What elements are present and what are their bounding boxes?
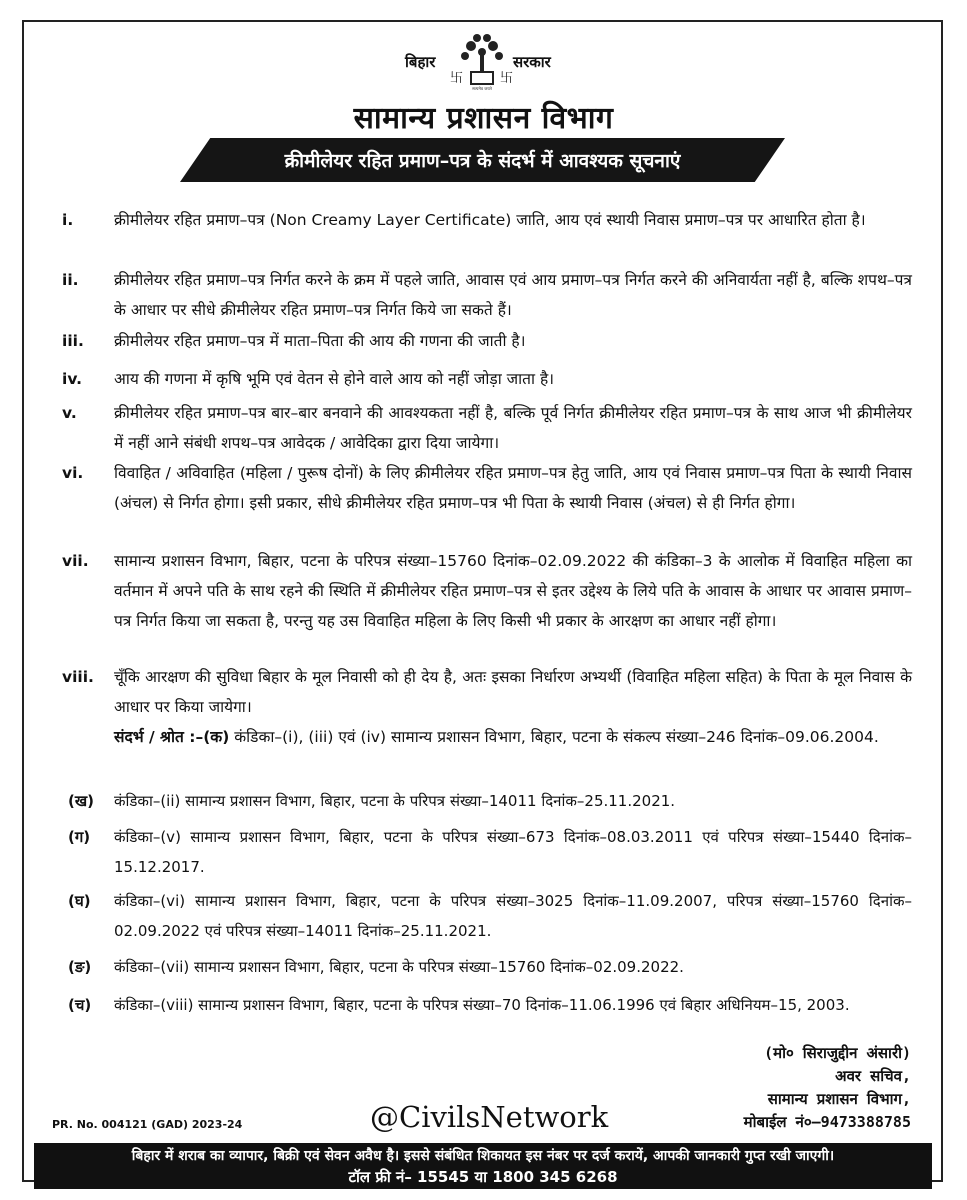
- banner-title: क्रीमीलेयर रहित प्रमाण–पत्र के संदर्भ में आवश्यक सूचनाएं: [284, 150, 681, 172]
- item-number: iv.: [62, 370, 83, 388]
- reference-source: [114, 722, 914, 752]
- reference-label: संदर्भ / श्रोत :–(क): [114, 728, 230, 746]
- item-number: i.: [62, 211, 74, 229]
- item-number: iii.: [62, 332, 84, 350]
- emblem-label-right: सरकार: [513, 53, 551, 71]
- list-item: [62, 398, 912, 458]
- item-text: विवाहित / अविवाहित (महिला / पुरूष दोनों) के लिए क्रीमीलेयर रहित प्रमाण–पत्र हेतु जाति, आय एवं निवास प्रमाण–पत्र पिता के स्थायी निवास (अंचल) से निर्गत होगा। इसी प्रकार, सीधे क्रीमीलेयर रहित प्रमाण–पत्र भी पिता के स्थायी निवास (अंचल) से ही निर्गत होगा।: [114, 464, 912, 512]
- footer-banner: [34, 1143, 932, 1189]
- reference-item: [62, 990, 912, 1020]
- item-number: viii.: [62, 668, 94, 686]
- reference-text: कंडिका–(viii) सामान्य प्रशासन विभाग, बिहार, पटना के परिपत्र संख्या–70 दिनांक–11.06.1996 एवं बिहार अधिनियम–15, 2003.: [114, 996, 850, 1014]
- item-number: vi.: [62, 464, 84, 482]
- item-number: v.: [62, 404, 77, 422]
- item-text: क्रीमीलेयर रहित प्रमाण–पत्र (Non Creamy Layer Certificate) जाति, आय एवं स्थायी निवास प्रमाण–पत्र पर आधारित होता है।: [114, 211, 866, 229]
- reference-text: कंडिका–(vii) सामान्य प्रशासन विभाग, बिहार, पटना के परिपत्र संख्या–15760 दिनांक–02.09.2022.: [114, 958, 684, 976]
- signatory-designation: अवर सचिव,: [835, 1067, 911, 1085]
- reference-item: [62, 886, 912, 946]
- watermark: @CivilsNetwork: [370, 1100, 609, 1134]
- reference-text: कंडिका–(vi) सामान्य प्रशासन विभाग, बिहार, पटना के परिपत्र संख्या–3025 दिनांक–11.09.2007, परिपत्र संख्या–15760 दिनांक–02.09.2022 एवं परिपत्र संख्या–14011 दिनांक–25.11.2021.: [114, 892, 912, 940]
- svg-text:卐: 卐: [500, 71, 514, 86]
- reference-number: (ख): [68, 792, 94, 810]
- list-item: [62, 326, 912, 356]
- svg-text:卐: 卐: [450, 71, 464, 86]
- item-text: आय की गणना में कृषि भूमि एवं वेतन से होने वाले आय को नहीं जोड़ा जाता है।: [114, 370, 555, 388]
- reference-number: (च): [68, 996, 92, 1014]
- reference-text: कंडिका–(i), (iii) एवं (iv) सामान्य प्रशासन विभाग, बिहार, पटना के संकल्प संख्या–246 दिनांक–09.06.2004.: [234, 728, 879, 746]
- reference-item: [62, 822, 912, 882]
- reference-number: (ग): [68, 828, 91, 846]
- item-text: सामान्य प्रशासन विभाग, बिहार, पटना के परिपत्र संख्या–15760 दिनांक–02.09.2022 की कंडिका–3 के आलोक में विवाहित महिला का वर्तमान में अपने पति के साथ रहने की स्थिति में क्रीमीलेयर रहित प्रमाण–पत्र से इतर उद्देश्य के लिये पति के आवास के आधार पर आवास प्रमाण–पत्र निर्गत किया जा सकता है, परन्तु यह उस विवाहित महिला के लिए किसी भी प्रकार के आरक्षण का आधार नहीं होगा।: [114, 552, 912, 630]
- reference-text: कंडिका–(v) सामान्य प्रशासन विभाग, बिहार, पटना के परिपत्र संख्या–673 दिनांक–08.03.2011 एवं परिपत्र संख्या–15440 दिनांक–15.12.2017.: [114, 828, 912, 876]
- item-number: ii.: [62, 271, 79, 289]
- reference-number: (ङ): [68, 958, 92, 976]
- footer-notice: बिहार में शराब का व्यापार, बिक्री एवं सेवन अवैध है। इससे संबंधित शिकायत इस नंबर पर दर्ज करायें, आपकी जानकारी गुप्त रखी जाएगी।: [131, 1148, 835, 1164]
- reference-text: कंडिका–(ii) सामान्य प्रशासन विभाग, बिहार, पटना के परिपत्र संख्या–14011 दिनांक–25.11.2021.: [114, 792, 676, 810]
- emblem-label-left: बिहार: [405, 53, 436, 71]
- list-item: [62, 546, 912, 636]
- item-text: चूँकि आरक्षण की सुविधा बिहार के मूल निवासी को ही देय है, अतः इसका निर्धारण अभ्यर्थी (विवाहित महिला सहित) के पिता के मूल निवास के आधार पर किया जायेगा।: [114, 668, 912, 716]
- svg-text:सत्यमेव जयते: सत्यमेव जयते: [472, 86, 492, 91]
- reference-item: [62, 952, 912, 982]
- bihar-emblem: [0, 30, 967, 92]
- item-text: क्रीमीलेयर रहित प्रमाण–पत्र निर्गत करने के क्रम में पहले जाति, आवास एवं आय प्रमाण–पत्र निर्गत करने की अनिवार्यता नहीं है, बल्कि शपथ–पत्र के आधार पर सीधे क्रीमीलेयर रहित प्रमाण–पत्र निर्गत किये जा सकते हैं।: [114, 271, 912, 319]
- bodhi-tree-emblem-icon: [447, 30, 517, 92]
- list-item: [62, 364, 912, 394]
- list-item: [62, 205, 912, 235]
- notice-banner: [180, 138, 785, 182]
- reference-item: [62, 786, 912, 816]
- list-item: [62, 458, 912, 518]
- list-item: [62, 662, 912, 722]
- signatory-mobile: मोबाईल नं०–9473388785: [743, 1113, 911, 1131]
- signature-block: [744, 1042, 911, 1134]
- toll-free-number: टॉल फ्री नं– 15545 या 1800 345 6268: [348, 1168, 618, 1186]
- department-title: सामान्य प्रशासन विभाग: [353, 101, 614, 136]
- item-text: क्रीमीलेयर रहित प्रमाण–पत्र में माता–पिता की आय की गणना की जाती है।: [114, 332, 526, 350]
- list-item: [62, 265, 912, 325]
- item-number: vii.: [62, 552, 89, 570]
- pr-number: PR. No. 004121 (GAD) 2023-24: [52, 1118, 243, 1131]
- item-text: क्रीमीलेयर रहित प्रमाण–पत्र बार–बार बनवाने की आवश्यकता नहीं है, बल्कि पूर्व निर्गत क्रीमीलेयर रहित प्रमाण–पत्र के साथ आज भी क्रीमीलेयर में नहीं आने संबंधी शपथ–पत्र आवेदक / आवेदिका द्वारा दिया जायेगा।: [114, 404, 912, 452]
- reference-number: (घ): [68, 892, 91, 910]
- signatory-department: सामान्य प्रशासन विभाग,: [767, 1090, 911, 1108]
- signatory-name: (मो० सिराजुद्दीन अंसारी): [764, 1044, 911, 1062]
